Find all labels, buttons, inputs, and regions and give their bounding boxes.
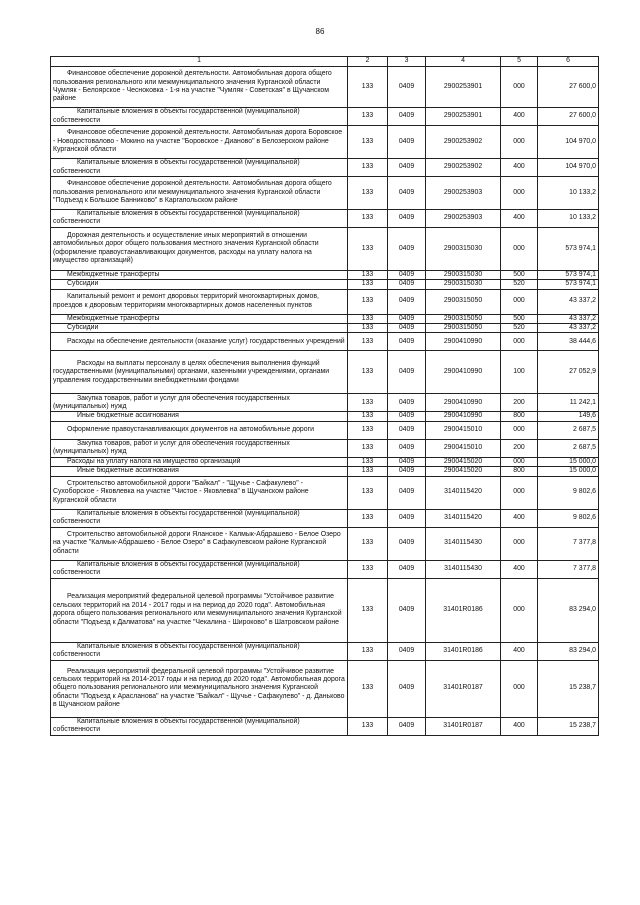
row-amount: 11 242,1 (538, 394, 599, 412)
column-header: 3 (388, 57, 426, 67)
page-number: 86 (315, 27, 325, 36)
row-expense-type: 000 (501, 457, 538, 466)
row-expense-type: 000 (501, 177, 538, 210)
row-amount: 573 974,1 (538, 270, 599, 279)
row-name: Межбюджетные трансферты (51, 314, 348, 323)
row-target-code: 2900315050 (426, 314, 501, 323)
row-target-code: 2900415010 (426, 439, 501, 457)
row-name: Расходы на обеспечение деятельности (оказание услуг) государственных учреждений (51, 333, 348, 351)
row-expense-type: 000 (501, 333, 538, 351)
row-expense-type: 000 (501, 660, 538, 717)
table-row (51, 126, 599, 159)
row-expense-type: 500 (501, 314, 538, 323)
row-name: Расходы на уплату налога на имущество организаций (51, 457, 348, 466)
row-name: Иные бюджетные ассигнования (51, 412, 348, 421)
row-section-code: 0409 (388, 578, 426, 642)
row-ved-code: 133 (348, 108, 388, 126)
row-expense-type: 000 (501, 126, 538, 159)
row-expense-type: 000 (501, 67, 538, 108)
row-ved-code: 133 (348, 642, 388, 660)
table-row (51, 660, 599, 717)
row-target-code: 2900415010 (426, 421, 501, 439)
row-expense-type: 500 (501, 270, 538, 279)
row-target-code: 31401R0187 (426, 717, 501, 735)
header-row (51, 57, 599, 67)
row-section-code: 0409 (388, 439, 426, 457)
row-name: Реализация мероприятий федеральной целевой программы "Устойчивое развитие сельских территорий на 2014 - 2017 годы и на период до 2020 года". Автомобильная дорога общего пользования регионального или межмуниципального значения Курганской области "Подъезд к Далматова" на участке "Чекалина - Широково" в Шатровском районе (51, 578, 348, 642)
row-target-code: 2900253901 (426, 67, 501, 108)
row-section-code: 0409 (388, 412, 426, 421)
row-expense-type: 000 (501, 476, 538, 509)
table-row (51, 527, 599, 560)
row-amount: 43 337,2 (538, 314, 599, 323)
row-target-code: 3140115420 (426, 476, 501, 509)
row-name: Капитальные вложения в объекты государственной (муниципальной) собственности (51, 642, 348, 660)
row-amount: 149,6 (538, 412, 599, 421)
row-section-code: 0409 (388, 159, 426, 177)
row-amount: 2 687,5 (538, 421, 599, 439)
row-name: Капитальные вложения в объекты государственной (муниципальной) собственности (51, 210, 348, 228)
row-name: Оформление правоустанавливающих документов на автомобильные дороги (51, 421, 348, 439)
row-target-code: 2900253902 (426, 159, 501, 177)
row-section-code: 0409 (388, 333, 426, 351)
row-amount: 38 444,6 (538, 333, 599, 351)
table-row (51, 578, 599, 642)
row-ved-code: 133 (348, 67, 388, 108)
row-section-code: 0409 (388, 509, 426, 527)
row-amount: 15 238,7 (538, 660, 599, 717)
table-row (51, 439, 599, 457)
row-expense-type: 000 (501, 227, 538, 270)
row-expense-type: 400 (501, 642, 538, 660)
row-ved-code: 133 (348, 439, 388, 457)
table-row (51, 108, 599, 126)
row-expense-type: 000 (501, 578, 538, 642)
row-name: Реализация мероприятий федеральной целевой программы "Устойчивое развитие сельских территорий на 2014-2017 годы и на период до 2020 года". Автомобильная дорога общего пользования регионального или межмуниципального значения Курганской области "Подъезд к Арасланова" на участке "Байкал" - Щучье - Сафакулево" - д. Даньково в Щучанском районе (51, 660, 348, 717)
row-expense-type: 000 (501, 527, 538, 560)
table-row (51, 333, 599, 351)
row-expense-type: 400 (501, 210, 538, 228)
row-amount: 10 133,2 (538, 177, 599, 210)
row-target-code: 2900415020 (426, 467, 501, 476)
row-target-code: 2900315030 (426, 227, 501, 270)
row-expense-type: 800 (501, 412, 538, 421)
row-amount: 573 974,1 (538, 280, 599, 289)
row-section-code: 0409 (388, 421, 426, 439)
row-name: Межбюджетные трансферты (51, 270, 348, 279)
row-name: Субсидии (51, 280, 348, 289)
row-amount: 573 974,1 (538, 227, 599, 270)
row-expense-type: 200 (501, 394, 538, 412)
row-name: Закупка товаров, работ и услуг для обеспечения государственных (муниципальных) нужд (51, 394, 348, 412)
row-target-code: 2900315050 (426, 324, 501, 333)
table-row (51, 560, 599, 578)
row-amount: 9 802,6 (538, 509, 599, 527)
row-section-code: 0409 (388, 108, 426, 126)
table-row (51, 467, 599, 476)
row-expense-type: 400 (501, 560, 538, 578)
row-expense-type: 100 (501, 351, 538, 394)
row-amount: 9 802,6 (538, 476, 599, 509)
row-section-code: 0409 (388, 177, 426, 210)
table-row (51, 270, 599, 279)
row-ved-code: 133 (348, 560, 388, 578)
row-target-code: 2900253903 (426, 210, 501, 228)
row-target-code: 2900410990 (426, 412, 501, 421)
row-section-code: 0409 (388, 126, 426, 159)
row-section-code: 0409 (388, 660, 426, 717)
row-amount: 43 337,2 (538, 289, 599, 314)
row-name: Субсидии (51, 324, 348, 333)
row-ved-code: 133 (348, 717, 388, 735)
budget-table (50, 56, 599, 736)
row-target-code: 2900253902 (426, 126, 501, 159)
row-expense-type: 520 (501, 324, 538, 333)
row-ved-code: 133 (348, 333, 388, 351)
column-header: 1 (51, 57, 348, 67)
row-name: Финансовое обеспечение дорожной деятельности. Автомобильная дорога общего пользования регионального или межмуниципального значения Курганской области Чумляк - Белоярское - Чесноковка - 1-я на участке "Чумляк - Советская" в Щучанском районе (51, 67, 348, 108)
table-row (51, 509, 599, 527)
row-name: Финансовое обеспечение дорожной деятельности. Автомобильная дорога общего пользования регионального или межмуниципального значения Курганской области "Подъезд к Большое Банниково" в Каргапольском районе (51, 177, 348, 210)
row-section-code: 0409 (388, 289, 426, 314)
row-name: Капитальные вложения в объекты государственной (муниципальной) собственности (51, 108, 348, 126)
row-ved-code: 133 (348, 280, 388, 289)
row-section-code: 0409 (388, 227, 426, 270)
row-ved-code: 133 (348, 159, 388, 177)
row-amount: 104 970,0 (538, 126, 599, 159)
row-section-code: 0409 (388, 457, 426, 466)
table-row (51, 324, 599, 333)
row-amount: 10 133,2 (538, 210, 599, 228)
row-expense-type: 400 (501, 717, 538, 735)
row-amount: 15 000,0 (538, 467, 599, 476)
row-expense-type: 400 (501, 159, 538, 177)
row-section-code: 0409 (388, 280, 426, 289)
row-amount: 27 052,9 (538, 351, 599, 394)
row-amount: 104 970,0 (538, 159, 599, 177)
row-expense-type: 800 (501, 467, 538, 476)
row-section-code: 0409 (388, 394, 426, 412)
table-row (51, 67, 599, 108)
row-ved-code: 133 (348, 289, 388, 314)
row-ved-code: 133 (348, 270, 388, 279)
row-amount: 2 687,5 (538, 439, 599, 457)
row-section-code: 0409 (388, 527, 426, 560)
row-expense-type: 200 (501, 439, 538, 457)
table-row (51, 280, 599, 289)
row-name: Капитальные вложения в объекты государственной (муниципальной) собственности (51, 560, 348, 578)
row-ved-code: 133 (348, 324, 388, 333)
table-row (51, 289, 599, 314)
row-name: Дорожная деятельность и осуществление иных мероприятий в отношении автомобильных дорог общего пользования местного значения Курганской области (оформление правоустанавливающих документов, расходы на уплату налога на имущество организаций) (51, 227, 348, 270)
row-ved-code: 133 (348, 467, 388, 476)
row-ved-code: 133 (348, 177, 388, 210)
row-section-code: 0409 (388, 210, 426, 228)
row-amount: 27 600,0 (538, 67, 599, 108)
row-amount: 83 294,0 (538, 578, 599, 642)
row-target-code: 2900253903 (426, 177, 501, 210)
row-section-code: 0409 (388, 642, 426, 660)
row-ved-code: 133 (348, 227, 388, 270)
column-header: 4 (426, 57, 501, 67)
row-ved-code: 133 (348, 527, 388, 560)
row-section-code: 0409 (388, 467, 426, 476)
row-expense-type: 400 (501, 509, 538, 527)
row-name: Иные бюджетные ассигнования (51, 467, 348, 476)
row-name: Финансовое обеспечение дорожной деятельности. Автомобильная дорога Боровское - Новодостовалово - Мокино на участке "Боровское - Дианово" в Белозерском районе Курганской области (51, 126, 348, 159)
row-ved-code: 133 (348, 509, 388, 527)
row-ved-code: 133 (348, 351, 388, 394)
row-name: Капитальные вложения в объекты государственной (муниципальной) собственности (51, 509, 348, 527)
row-amount: 83 294,0 (538, 642, 599, 660)
row-name: Капитальные вложения в объекты государственной (муниципальной) собственности (51, 159, 348, 177)
row-target-code: 2900415020 (426, 457, 501, 466)
table-row (51, 421, 599, 439)
row-target-code: 2900315050 (426, 289, 501, 314)
row-expense-type: 400 (501, 108, 538, 126)
row-amount: 15 000,0 (538, 457, 599, 466)
row-name: Строительство автомобильной дороги "Байкал" - "Щучье - Сафакулево" - Сухоборское - Яковлевка на участке "Чистое - Яковлевка" в Щучанском районе Курганской области (51, 476, 348, 509)
row-target-code: 31401R0187 (426, 660, 501, 717)
table-row (51, 159, 599, 177)
row-target-code: 3140115430 (426, 527, 501, 560)
row-section-code: 0409 (388, 270, 426, 279)
row-target-code: 2900315030 (426, 270, 501, 279)
row-section-code: 0409 (388, 476, 426, 509)
row-name: Капитальные вложения в объекты государственной (муниципальной) собственности (51, 717, 348, 735)
table-row (51, 642, 599, 660)
row-ved-code: 133 (348, 578, 388, 642)
row-ved-code: 133 (348, 660, 388, 717)
column-header: 5 (501, 57, 538, 67)
row-expense-type: 000 (501, 421, 538, 439)
row-expense-type: 000 (501, 289, 538, 314)
row-amount: 7 377,8 (538, 527, 599, 560)
row-target-code: 2900410990 (426, 333, 501, 351)
row-name: Капитальный ремонт и ремонт дворовых территорий многоквартирных домов, проездов к дворовым территориям многоквартирных домов населенных пунктов (51, 289, 348, 314)
table-row (51, 476, 599, 509)
row-name: Расходы на выплаты персоналу в целях обеспечения выполнения функций государственными (муниципальными) органами, казенными учреждениями, органами управления государственными внебюджетными фондами (51, 351, 348, 394)
table-row (51, 177, 599, 210)
row-target-code: 2900253901 (426, 108, 501, 126)
row-ved-code: 133 (348, 421, 388, 439)
row-ved-code: 133 (348, 476, 388, 509)
row-section-code: 0409 (388, 67, 426, 108)
row-section-code: 0409 (388, 324, 426, 333)
row-ved-code: 133 (348, 314, 388, 323)
row-amount: 15 238,7 (538, 717, 599, 735)
row-target-code: 3140115420 (426, 509, 501, 527)
row-target-code: 31401R0186 (426, 642, 501, 660)
table-row (51, 227, 599, 270)
column-header: 2 (348, 57, 388, 67)
row-section-code: 0409 (388, 560, 426, 578)
column-header: 6 (538, 57, 599, 67)
row-ved-code: 133 (348, 394, 388, 412)
row-target-code: 31401R0186 (426, 578, 501, 642)
row-ved-code: 133 (348, 412, 388, 421)
row-target-code: 2900315030 (426, 280, 501, 289)
row-amount: 43 337,2 (538, 324, 599, 333)
table-row (51, 457, 599, 466)
table-row (51, 394, 599, 412)
table-row (51, 412, 599, 421)
row-name: Строительство автомобильной дороги Яланское - Калмык-Абдрашево - Белое Озеро на участке "Калмык-Абдрашево - Белое Озеро" в Сафакулевском районе Курганской области (51, 527, 348, 560)
row-expense-type: 520 (501, 280, 538, 289)
row-amount: 7 377,8 (538, 560, 599, 578)
row-ved-code: 133 (348, 457, 388, 466)
row-section-code: 0409 (388, 351, 426, 394)
row-section-code: 0409 (388, 314, 426, 323)
row-target-code: 3140115430 (426, 560, 501, 578)
row-target-code: 2900410990 (426, 351, 501, 394)
row-ved-code: 133 (348, 126, 388, 159)
table-row (51, 210, 599, 228)
row-ved-code: 133 (348, 210, 388, 228)
row-target-code: 2900410990 (426, 394, 501, 412)
row-section-code: 0409 (388, 717, 426, 735)
row-amount: 27 600,0 (538, 108, 599, 126)
table-row (51, 717, 599, 735)
row-name: Закупка товаров, работ и услуг для обеспечения государственных (муниципальных) нужд (51, 439, 348, 457)
table-row (51, 351, 599, 394)
table-row (51, 314, 599, 323)
